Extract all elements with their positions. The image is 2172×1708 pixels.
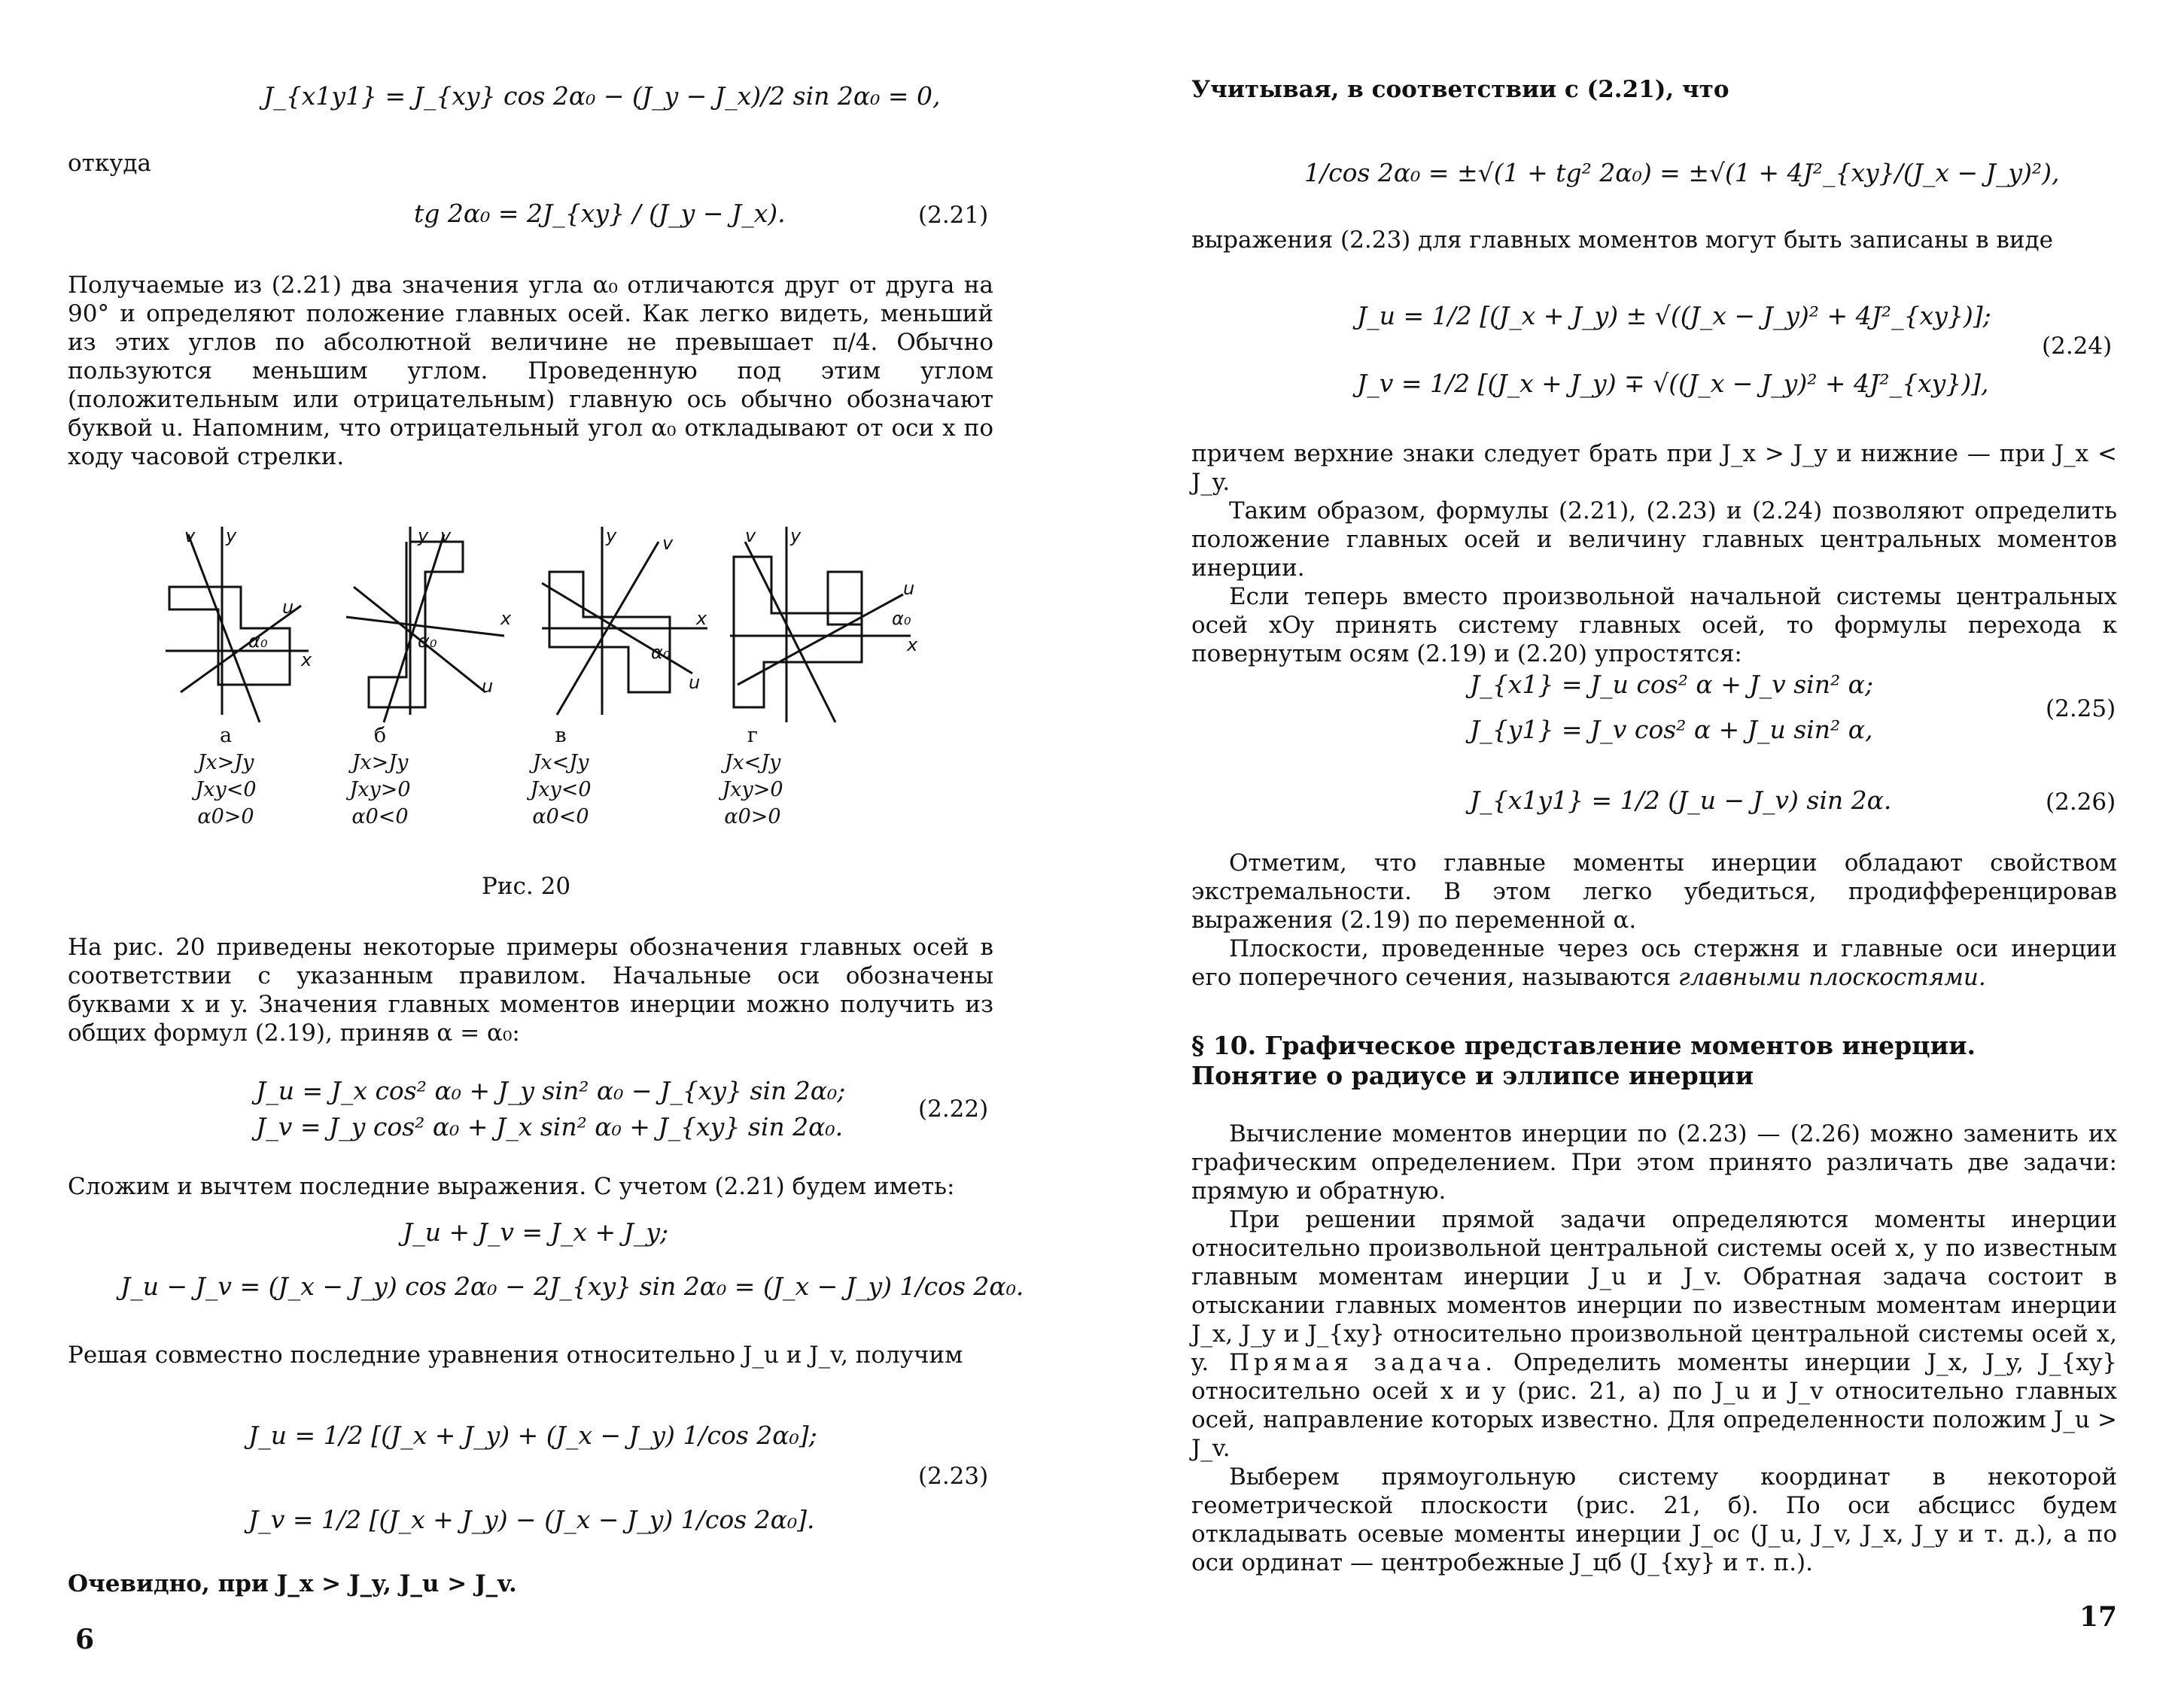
equation-number-2-22: (2.22) <box>918 1096 989 1123</box>
figure-b-cond3: α0<0 <box>351 805 409 828</box>
paragraph-planes-text: Плоскости, проведенные через ось стержня и главные оси инерции его поперечного сечения, называются <box>1191 935 2117 991</box>
equation-diff: J_u − J_v = (J_x − J_y) cos 2α₀ − 2J_{xy} sin 2α₀ = (J_x − J_y) 1/cos 2α₀. <box>120 1272 1024 1301</box>
paragraph-expressions: выражения (2.23) для главных моментов могут быть записаны в виде <box>1191 226 2053 254</box>
figure-v-cond3: α0<0 <box>532 805 589 828</box>
figure-b-letter: б <box>373 724 387 747</box>
figure-v-cond1: Jx<Jy <box>532 751 589 774</box>
figure-a-cond1: Jx>Jy <box>197 751 254 774</box>
paragraph-add-subtract: Сложим и вычтем последние выражения. С учетом (2.21) будем иметь: <box>68 1173 955 1200</box>
figure-g-section <box>730 527 911 722</box>
figure-a-cond3: α0>0 <box>197 805 254 828</box>
term-direct-task: Прямая задача. <box>1229 1349 1498 1376</box>
equation-2-24b: J_v = 1/2 [(J_x + J_y) ∓ √((J_x − J_y)² + 4J²_{xy})], <box>1357 369 1989 398</box>
paragraph-extremal: Отметим, что главные моменты инерции обладают свойством экстремальности. В этом легко убедиться, продифференцировав выражения (2.19) по переменной α. <box>1191 849 2117 934</box>
figure-b-label-u: u <box>482 676 494 697</box>
equation-number-2-24: (2.24) <box>2042 333 2113 360</box>
equation-2-26: J_{x1y1} = 1/2 (J_u − J_v) sin 2α. <box>1470 786 1892 815</box>
paragraph-solving: Решая совместно последние уравнения относительно J_u и J_v, получим <box>68 1342 963 1369</box>
figure-g-label-alpha: α₀ <box>892 608 911 629</box>
equation-2-22b: J_v = J_y cos² α₀ + J_x sin² α₀ + J_{xy} sin 2α₀. <box>256 1112 844 1141</box>
equation-2-24a: J_u = 1/2 [(J_x + J_y) ± √((J_x − J_y)² + 4J²_{xy})]; <box>1357 301 1991 330</box>
figure-b-label-x: x <box>500 608 512 629</box>
figure-v-label-y: y <box>606 525 617 546</box>
figure-b-conditions <box>320 722 440 831</box>
equation-sec: 1/cos 2α₀ = ±√(1 + tg² 2α₀) = ±√(1 + 4J²_{xy}/(J_x − J_y)²), <box>1304 158 2060 187</box>
figure-caption: Рис. 20 <box>482 873 571 900</box>
equation-number-2-21: (2.21) <box>918 202 989 229</box>
equation-number-2-25: (2.25) <box>2046 695 2116 722</box>
paragraph-direct-task <box>1191 1348 2117 1463</box>
figure-g-cond1: Jx<Jy <box>724 751 781 774</box>
equation-sum: J_u + J_v = J_x + J_y; <box>403 1217 669 1247</box>
paragraph-thus: Таким образом, формулы (2.21), (2.23) и (2.24) позволяют определить положение главных осей и величину главных центральных моментов инерции. <box>1191 497 2117 582</box>
paragraph-signs: причем верхние знаки следует брать при J_x > J_y и нижние — при J_x < J_y. <box>1191 440 2117 496</box>
figure-20 <box>151 519 918 737</box>
paragraph-coordinates: Выберем прямоугольную систему координат в некоторой геометрической плоскости (рис. 21, б). По оси абсцисс будем откладывать осевые моменты инерции J_ос (J_u, J_v, J_x, J_y и т. д.), а по оси ординат — центробежные J_цб (J_{xy} и т. п.). <box>1191 1463 2117 1576</box>
figure-b-cond1: Jx>Jy <box>351 751 409 774</box>
paragraph-graphical: Вычисление моментов инерции по (2.23) — (2.26) можно заменить их графическим определением. При этом принято различать две задачи: прямую и обратную. <box>1191 1120 2117 1205</box>
equation-2-25a: J_{x1} = J_u cos² α + J_v sin² α; <box>1470 670 1874 699</box>
right-page <box>1086 0 2172 1708</box>
figure-a-label-v: v <box>184 525 196 546</box>
figure-g-label-v: v <box>745 525 756 546</box>
figure-b-cond2: Jxy>0 <box>349 778 411 801</box>
figure-v-section <box>542 527 707 715</box>
figure-a-label-alpha: α₀ <box>248 631 268 652</box>
section-heading-line2: Понятие о радиусе и эллипсе инерции <box>1191 1061 1754 1090</box>
equation-top: J_{x1y1} = J_{xy} cos 2α₀ − (J_y − J_x)/2 sin 2α₀ = 0, <box>263 81 941 111</box>
paragraph-direct-problem: При решении прямой задачи определяются моменты инерции относительно произвольной центральной системы осей x, y по известным главным моментам инерции J_u и J_v. Обратная задача состоит в отыскании главных моментов инерции по известным моментам инерции J_x, J_y и J_{xy} относительно произвольной центральной системы осей x, y. <box>1191 1206 2117 1376</box>
page-number-right: 17 <box>2079 1601 2118 1633</box>
equation-2-23a: J_u = 1/2 [(J_x + J_y) + (J_x − J_y) 1/cos 2α₀]; <box>248 1421 817 1450</box>
figure-v-cond2: Jxy<0 <box>530 778 592 801</box>
figure-b-section <box>346 527 504 722</box>
figure-b-label-v: v <box>440 525 452 546</box>
paragraph-considering: Учитывая, в соответствии с (2.21), что <box>1191 76 1729 103</box>
figure-a-section <box>166 527 309 722</box>
paragraph-if-now: Если теперь вместо произвольной начальной системы центральных осей xOy принять систему главных осей, то формулы перехода к повернутым осям (2.19) и (2.20) упростятся: <box>1191 583 2117 667</box>
equation-number-2-26: (2.26) <box>2046 789 2116 816</box>
figure-a-cond2: Jxy<0 <box>195 778 257 801</box>
figure-g-label-u: u <box>903 578 915 599</box>
figure-v-conditions <box>500 722 621 831</box>
equation-2-23b: J_v = 1/2 [(J_x + J_y) − (J_x − J_y) 1/cos 2α₀]. <box>248 1505 815 1534</box>
paragraph-examples: На рис. 20 приведены некоторые примеры обозначения главных осей в соответствии с указанным правилом. Начальные оси обозначены буквами x и y. Значения главных моментов инерции можно получить из общих формул (2.19), приняв α = α₀: <box>68 934 993 1047</box>
figure-a-conditions <box>166 722 286 831</box>
figure-v-label-alpha: α₀ <box>651 642 671 663</box>
figure-a-label-y: y <box>226 525 237 546</box>
figure-g-conditions <box>692 722 813 831</box>
figure-a-label-u: u <box>282 597 294 618</box>
figure-v-label-x: x <box>696 608 707 629</box>
word-otkuda: откуда <box>68 150 151 177</box>
equation-2-21: tg 2α₀ = 2J_{xy} / (J_y − J_x). <box>414 199 786 228</box>
paragraph-direct-task-text: Определить моменты инерции J_x, J_y, J_{xy} относительно осей x и y (рис. 21, а) по J_u и J_v относительно главных осей, направление которых известно. Для определенности положим J_u > J_v. <box>1191 1349 2117 1462</box>
figure-g-letter: г <box>747 724 759 747</box>
figure-b-label-alpha: α₀ <box>418 631 437 652</box>
figure-v-label-v: v <box>662 533 674 554</box>
figure-g-label-y: y <box>790 525 802 546</box>
page-number-left: 6 <box>75 1624 95 1655</box>
figure-g-cond3: α0>0 <box>724 805 781 828</box>
figure-b-label-y: y <box>418 525 429 546</box>
equation-2-22a: J_u = J_x cos² α₀ + J_y sin² α₀ − J_{xy} sin 2α₀; <box>256 1076 846 1105</box>
figure-g-cond2: Jxy>0 <box>722 778 783 801</box>
section-heading-line1: § 10. Графическое представление моментов инерции. <box>1191 1031 1976 1060</box>
equation-number-2-23: (2.23) <box>918 1463 989 1490</box>
figure-a-label-x: x <box>301 649 312 670</box>
figure-a-letter: а <box>219 724 233 747</box>
term-main-planes: главными плоскостями. <box>1678 964 1986 991</box>
paragraph-angles: Получаемые из (2.21) два значения угла α₀ отличаются друг от друга на 90° и определяют положение главных осей. Как легко видеть, меньший из этих углов по абсолютной величине не превышает π/4. Обычно пользуются меньшим углом. Проведенную под этим углом (положительным или отрицательным) главную ось обычно обозначают буквой u. Напомним, что отрицательный угол α₀ откладывают от оси x по ходу часовой стрелки. <box>68 272 993 470</box>
paragraph-planes <box>1191 935 2117 992</box>
figure-v-letter: в <box>555 724 567 747</box>
figure-g-label-x: x <box>907 634 918 655</box>
figure-v-label-u: u <box>689 672 701 693</box>
equation-2-25b: J_{y1} = J_v cos² α + J_u sin² α, <box>1470 715 1873 744</box>
paragraph-obviously: Очевидно, при J_x > J_y, J_u > J_v. <box>68 1570 517 1597</box>
